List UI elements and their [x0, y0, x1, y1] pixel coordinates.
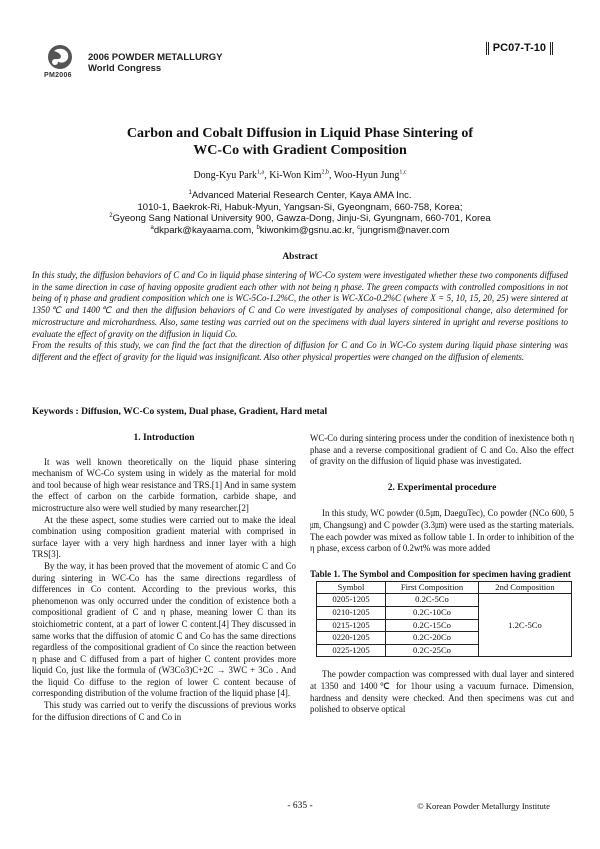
title-line2: WC-Co with Gradient Composition [193, 143, 407, 158]
email-a: dkpark@kayaama.com, [153, 224, 254, 236]
keywords: Keywords : Diffusion, WC-Co system, Dual phase, Gradient, Hard metal [32, 407, 328, 417]
table-row [317, 594, 572, 607]
title-line1: Carbon and Cobalt Diffusion in Liquid Phase Sintering of [126, 126, 474, 141]
author-name: Dong-Kyu Park [193, 170, 258, 181]
author-list: Dong-Kyu Park$^{1,a}$, Ki-Won Kim$^{2,b}$, Woo-Hyun Jung$^{1,c}$ [193, 169, 407, 181]
abstract-paragraph: In this study, the diffusion behaviors of C and Co in liquid phase sintering of WC-Co system were investigated whether these two components diffused in the same direction in case of having opposite gradient each other with not being η phase. The green compacts with controlled compositions in not being of η phase and gradient composition which one is WC-5Co-1.2%C, the other is WC-XCo-0.2%C (where X = 5, 10, 15, 20, 25) were sintered at 1350℃ and 1400℃ and then the diffusion behaviors of C and Co were investigated by analyses of compositional change, also determined for microstructure and microhardness. Also, same testing was carried out on the specimens with dual layers sintered in upright and reverse positions to evaluate the effect of gravity on the diffusion in liquid Co. [32, 270, 568, 339]
table-cell: 0.2C-5Co [386, 594, 479, 607]
body-paragraph: The powder compaction was compressed with dual layer and sintered at 1350 and 1400℃ for 1hour using a vacuum furnace. Dimension, hardness and density were checked. And then specimens was cut and polished to observe optical [310, 669, 574, 715]
table-cell: 0205-1205 [317, 594, 386, 607]
intro-paragraph: It was well known theoretically on the liquid phase sintering mechanism of WC-Co system using in widely as the material for mold and tool because of high wear resistance and TRS.[1] And in same system the effect of carbon on the carbide formation, carbide shape, and microstructure also were well studied by many researcher.[2] [32, 456, 296, 513]
conference-line2: World Congress [88, 63, 162, 74]
body-paragraph: In this study, WC powder (0.5㎛, DaeguTec), Co powder (NCo 600, 5㎛, Changsung) and C powder (3.3㎛) were used as the starting materials. The each powder was mixed as follow table 1. In order to inhibition of the η phase, excess carbon of 0.2wt% was more added [310, 508, 574, 554]
logo-text: PM2006 [44, 72, 72, 79]
paper-code: PC07-T-10 [486, 42, 553, 55]
table-cell: 0210-1205 [317, 606, 386, 619]
conference-line1: 2006 POWDER METALLURGY [88, 52, 223, 63]
table-cell: 0.2C-15Co [386, 619, 479, 632]
abstract-heading: Abstract [282, 252, 318, 262]
table-header: Symbol [317, 581, 386, 594]
table-header: First Composition [386, 581, 479, 594]
section-heading-experimental: 2. Experimental procedure [387, 482, 497, 493]
page-number: - 635 - [287, 801, 313, 811]
email-b: kiwonkim@gsnu.ac.kr, [259, 224, 355, 236]
copyright-notice: © Korean Powder Metallurgy Institute [417, 801, 550, 811]
table-cell-second-composition: 1.2C-5Co [479, 594, 572, 657]
paper-title [0, 125, 600, 159]
intro-paragraph: By the way, it has been proved that the movement of atomic C and Co during sintering in WC-Co has the same directions regardless of differences in Co content. According to the previous works, this phenomenon was only occurred under the condition of existence both a compositional gradient of C and η phase, meaning lower C than its stoichiometric content, at a part of lower C content.[4] They discussed in same works that the diffusion of atomic C and Co has the same directions regardless of the compositional gradient of Co since the reaction between η phase and C diffused from a part of higher C content provides more liquid Co, just like the formula of (W3Co3)C+2C → 3WC + 3Co . And the liquid Co diffuse to the region of lower C content because of corresponding distribution of the volume fraction of the liquid phase [4]. [32, 560, 296, 699]
affiliation-1: Advanced Material Research Center, Kaya AMA Inc. [191, 190, 412, 201]
author-name: Ki-Won Kim [269, 170, 322, 181]
author-name: Woo-Hyun Jung [333, 170, 400, 181]
table-cell: 0.2C-10Co [386, 606, 479, 619]
table-cell: 0.2C-25Co [386, 644, 479, 657]
section-heading-introduction: 1. Introduction [133, 433, 195, 443]
affiliations: $^1$Advanced Material Research Center, Kaya AMA Inc. 1010-1, Baekrok-Ri, Habuk-Myun, Yangsan-Si, Gyeongnam, 660-758, Korea; $^2$Gyeong Sang National University 900, Gawza-Dong, Jinju-Si, Gyungnam, 660-701, Korea $^a$dkpark@kayaama.com, $^b$kiwonkim@gsnu.ac.kr, $^c$jungrism@naver.com [0, 190, 600, 236]
affiliation-1-address: 1010-1, Baekrok-Ri, Habuk-Myun, Yangsan-Si, Gyeongnam, 660-758, Korea; [137, 201, 463, 213]
author-sup: 1,c [399, 169, 407, 176]
author-sup: 1,a [257, 169, 265, 176]
abstract-paragraph: From the results of this study, we can find the fact that the direction of diffusion for C and Co in WC-Co system during liquid phase sintering was different and the effect of gravity for the liquid was insignificant. Also other physical properties were changed on the diffusion of elements. [32, 340, 568, 362]
table-cell: 0225-1205 [317, 644, 386, 657]
table-header-row [317, 581, 572, 594]
table-cell: 0215-1205 [317, 619, 386, 632]
composition-table [316, 581, 572, 658]
intro-paragraph: At the these aspect, some studies were carried out to make the ideal combination using composition gradient material with comprised in surface layer with a very high hardness and inner layer with a high TRS[3]. [32, 514, 296, 560]
table-caption: Table 1. The Symbol and Composition for specimen having gradient [310, 568, 571, 579]
table-header: 2nd Composition [479, 581, 572, 594]
intro-paragraph: This study was carried out to verify the discussions of previous works for the diffusion directions of C and Co in [32, 700, 296, 722]
left-column [32, 433, 296, 723]
table-cell: 0220-1205 [317, 632, 386, 645]
table-cell: 0.2C-20Co [386, 632, 479, 645]
affiliation-2: Gyeong Sang National University 900, Gawza-Dong, Jinju-Si, Gyungnam, 660-701, Korea [112, 213, 491, 224]
email-c: jungrism@naver.com [360, 224, 450, 236]
emails: $^a$dkpark@kayaama.com, $^b$kiwonkim@gsnu.ac.kr, $^c$jungrism@naver.com [150, 224, 450, 236]
body-paragraph: WC-Co during sintering process under the condition of inexistence both η phase and a reverse compositional gradient of C and Co. Also the effect of gravity on the diffusion of liquid phase was investigated. [310, 433, 574, 467]
author-sup: 2,b [321, 169, 329, 176]
conference-name [88, 52, 222, 74]
right-column [310, 433, 574, 716]
abstract-body [32, 270, 568, 364]
